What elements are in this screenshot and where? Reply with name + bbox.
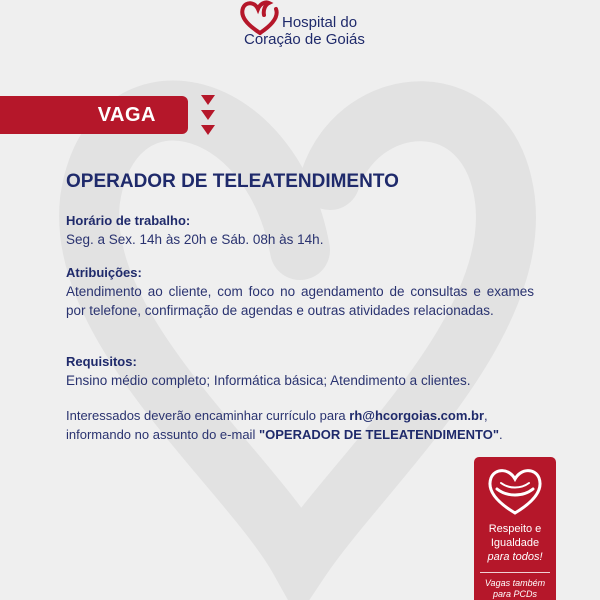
duties-section (66, 265, 534, 320)
triple-chevron-down-icon (200, 94, 216, 138)
duties-text: Atendimento ao cliente, com foco no agendamento de consultas e exames por telefone, confirmação de agendas e outras atividades relacionadas. (66, 284, 534, 318)
vaga-tag (0, 96, 188, 134)
contact-line2-prefix: informando no assunto do e-mail (66, 427, 259, 442)
contact-info (66, 406, 536, 444)
badge-line4: Vagas também (484, 578, 546, 588)
contact-email-link[interactable]: rh@hcorgoias.com.br (349, 408, 485, 423)
brand-name-line1: Hospital do (282, 14, 358, 31)
equality-badge (474, 457, 556, 600)
duties-label: Atribuições: (66, 265, 142, 280)
requirements-text: Ensino médio completo; Informática básica; Atendimento a clientes. (66, 373, 471, 388)
requirements-section (66, 354, 534, 390)
vaga-label: VAGA (97, 103, 156, 126)
job-title: OPERADOR DE TELEATENDIMENTO (66, 171, 399, 192)
hospital-logo (238, 0, 378, 50)
contact-line2-suffix: . (499, 427, 503, 442)
badge-line2: Igualdade (490, 537, 540, 549)
schedule-section (66, 213, 534, 249)
contact-subject: "OPERADOR DE TELEATENDIMENTO" (258, 427, 500, 442)
badge-line5: para PCDs (492, 589, 537, 599)
brand-name-line2: Coração de Goiás (244, 31, 365, 48)
contact-line1-prefix: Interessados deverão encaminhar currículo para (66, 408, 350, 423)
badge-divider (480, 572, 550, 573)
contact-line1-suffix: , (484, 408, 488, 423)
schedule-text: Seg. a Sex. 14h às 20h e Sáb. 08h às 14h. (66, 232, 324, 247)
badge-line3: para todos! (487, 551, 543, 563)
embrace-heart-icon (485, 463, 545, 519)
schedule-label: Horário de trabalho: (66, 213, 191, 228)
badge-line1: Respeito e (488, 523, 542, 535)
requirements-label: Requisitos: (66, 354, 137, 369)
